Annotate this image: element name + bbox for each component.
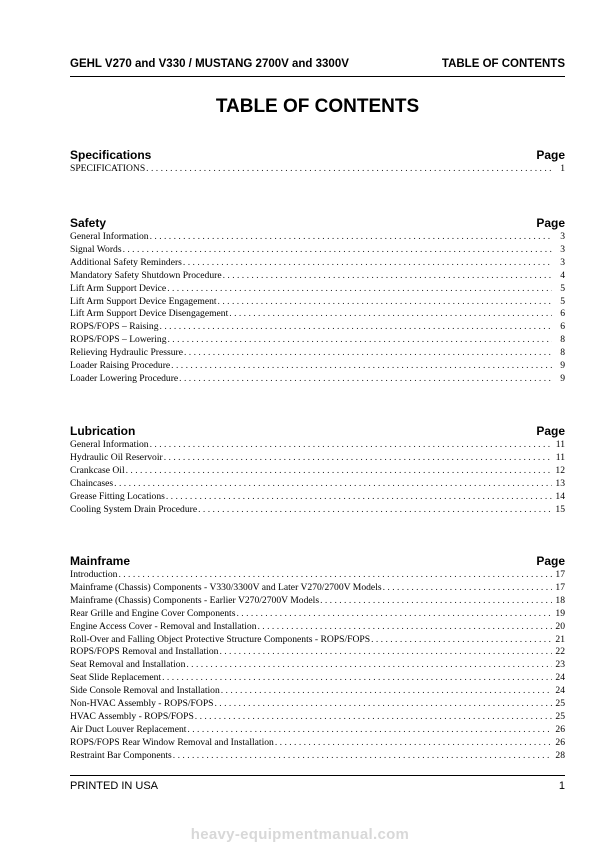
toc-entry-page: 5 xyxy=(560,282,565,294)
toc-entry[interactable] xyxy=(70,491,565,504)
toc-entry-title: General Information xyxy=(70,439,149,450)
toc-entry[interactable] xyxy=(70,672,565,685)
dot-leader xyxy=(186,659,552,672)
toc-entry[interactable] xyxy=(70,321,565,334)
header-right: TABLE OF CONTENTS xyxy=(441,58,565,70)
toc-entry[interactable] xyxy=(70,373,565,386)
section-title: Lubrication xyxy=(70,424,136,438)
toc-entry[interactable] xyxy=(70,308,565,321)
toc-entry[interactable] xyxy=(70,439,565,452)
toc-entry[interactable] xyxy=(70,452,565,465)
toc-entry-title: Chaincases xyxy=(70,477,114,489)
toc-entry-title: Non-HVAC Assembly - ROPS/FOPS xyxy=(70,698,214,710)
toc-entry-page: 3 xyxy=(560,231,565,242)
toc-entry-page: 15 xyxy=(555,503,565,515)
toc-entry-page: 26 xyxy=(555,736,565,748)
toc-entry[interactable] xyxy=(70,595,565,608)
toc-entry[interactable] xyxy=(70,231,565,244)
section-page-label: Page xyxy=(536,424,565,438)
toc-entry[interactable] xyxy=(70,347,565,360)
toc-entry[interactable] xyxy=(70,724,565,737)
toc-entry-title: Mainframe (Chassis) Components - Earlier V270/2700V Models xyxy=(70,594,320,606)
toc-entry-page: 19 xyxy=(555,607,565,619)
toc-entry-page: 3 xyxy=(560,243,565,255)
toc-entry[interactable] xyxy=(70,750,565,763)
toc-entry-title: Lift Arm Support Device Engagement xyxy=(70,295,217,307)
dot-leader xyxy=(164,452,552,465)
toc-section xyxy=(70,216,565,386)
toc-entry[interactable] xyxy=(70,646,565,659)
toc-entry[interactable] xyxy=(70,711,565,724)
section-heading xyxy=(70,554,565,568)
dot-leader xyxy=(195,711,552,724)
toc-entry-page: 9 xyxy=(560,360,565,372)
toc-entry-page: 3 xyxy=(560,256,565,268)
footer-page-number: 1 xyxy=(558,780,565,792)
dot-leader xyxy=(150,439,552,452)
dot-leader xyxy=(146,163,552,176)
dot-leader xyxy=(160,321,552,334)
page-title: TABLE OF CONTENTS xyxy=(215,96,420,117)
running-footer xyxy=(70,780,565,792)
toc-entry-title: Mainframe (Chassis) Components - V330/3300V and Later V270/2700V Models xyxy=(70,581,382,593)
toc-entry-page: 5 xyxy=(560,295,565,307)
toc-entry-page: 6 xyxy=(560,321,565,333)
toc-entry-page: 8 xyxy=(560,347,565,359)
toc-entry-title: Restraint Bar Components xyxy=(70,749,172,761)
toc-entry-title: Rear Grille and Engine Cover Components xyxy=(70,607,236,619)
toc-entry-title: Side Console Removal and Installation xyxy=(70,685,220,697)
toc-entry-page: 6 xyxy=(560,308,565,320)
dot-leader xyxy=(123,244,552,257)
toc-entry-page: 14 xyxy=(555,490,565,502)
toc-entry-title: Signal Words xyxy=(70,243,122,255)
dot-leader xyxy=(162,672,552,685)
footer-left: PRINTED IN USA xyxy=(70,780,159,792)
section-title: Specifications xyxy=(70,148,152,162)
toc-entry-title: General Information xyxy=(70,231,149,242)
toc-entry-title: Air Duct Louver Replacement xyxy=(70,723,187,735)
toc-section xyxy=(70,148,565,176)
toc-entry-page: 9 xyxy=(560,372,565,384)
toc-entry-title: Cooling System Drain Procedure xyxy=(70,503,198,515)
toc-entry[interactable] xyxy=(70,283,565,296)
toc-entry[interactable] xyxy=(70,634,565,647)
toc-entry-title: Mandatory Safety Shutdown Procedure xyxy=(70,269,222,281)
dot-leader xyxy=(184,347,552,360)
toc-entry-title: HVAC Assembly - ROPS/FOPS xyxy=(70,710,194,722)
toc-entry-title: Relieving Hydraulic Pressure xyxy=(70,347,183,359)
toc-entry-title: SPECIFICATIONS xyxy=(70,163,146,174)
toc-entry-title: ROPS/FOPS Rear Window Removal and Installation xyxy=(70,736,274,748)
toc-entry[interactable] xyxy=(70,737,565,750)
toc-entry[interactable] xyxy=(70,698,565,711)
dot-leader xyxy=(179,373,552,386)
dot-leader xyxy=(114,478,552,491)
toc-entry-page: 22 xyxy=(555,646,565,658)
dot-leader xyxy=(166,491,552,504)
toc-entry-title: Additional Safety Reminders xyxy=(70,256,182,268)
toc-entry[interactable] xyxy=(70,163,565,176)
toc-entry-page: 17 xyxy=(555,569,565,580)
toc-entry[interactable] xyxy=(70,257,565,270)
toc-entry-title: Seat Removal and Installation xyxy=(70,659,186,671)
toc-entry-page: 24 xyxy=(555,672,565,684)
toc-entry-page: 8 xyxy=(560,334,565,346)
toc-section xyxy=(70,554,565,763)
toc-entry[interactable] xyxy=(70,296,565,309)
toc-entry[interactable] xyxy=(70,659,565,672)
toc-entry-title: Introduction xyxy=(70,569,118,580)
dot-leader xyxy=(171,360,552,373)
dot-leader xyxy=(320,595,552,608)
toc-entry-page: 23 xyxy=(555,659,565,671)
toc-entry-title: Loader Lowering Procedure xyxy=(70,372,179,384)
toc-entry-title: Roll-Over and Falling Object Protective Structure Components - ROPS/FOPS xyxy=(70,633,371,645)
toc-entry-page: 4 xyxy=(560,269,565,281)
watermark: heavy-equipmentmanual.com xyxy=(190,826,410,843)
toc-entry[interactable] xyxy=(70,465,565,478)
dot-leader xyxy=(371,634,552,647)
header-left: GEHL V270 and V330 / MUSTANG 2700V and 3300V xyxy=(70,58,349,70)
toc-entry-page: 11 xyxy=(555,451,565,463)
toc-entry-title: ROPS/FOPS – Lowering xyxy=(70,334,167,346)
toc-entry-title: Loader Raising Procedure xyxy=(70,360,171,372)
toc-entry-page: 26 xyxy=(555,723,565,735)
toc-entry-page: 12 xyxy=(555,464,565,476)
toc-entry[interactable] xyxy=(70,270,565,283)
toc-entry[interactable] xyxy=(70,360,565,373)
toc-entry-page: 28 xyxy=(555,749,565,761)
section-heading xyxy=(70,424,565,438)
toc-entry-page: 25 xyxy=(555,710,565,722)
section-page-label: Page xyxy=(536,554,565,568)
toc-entry-title: Hydraulic Oil Reservoir xyxy=(70,451,163,463)
toc-entry-page: 25 xyxy=(555,698,565,710)
toc-entry-title: Lift Arm Support Device xyxy=(70,282,167,294)
toc-entry-title: ROPS/FOPS Removal and Installation xyxy=(70,646,219,658)
section-title: Safety xyxy=(70,216,107,230)
toc-entry-title: Seat Slide Replacement xyxy=(70,672,162,684)
toc-entry[interactable] xyxy=(70,504,565,517)
toc-entry-page: 17 xyxy=(555,581,565,593)
section-page-label: Page xyxy=(536,148,565,162)
dot-leader xyxy=(258,621,553,634)
toc-entry[interactable] xyxy=(70,334,565,347)
dot-leader xyxy=(215,698,553,711)
toc-section xyxy=(70,424,565,516)
toc-entry-title: Lift Arm Support Device Disengagement xyxy=(70,308,229,320)
toc-entry[interactable] xyxy=(70,621,565,634)
dot-leader xyxy=(221,685,552,698)
toc-entry-page: 13 xyxy=(555,477,565,489)
toc-entry-page: 21 xyxy=(555,633,565,645)
dot-leader xyxy=(150,231,552,244)
dot-leader xyxy=(126,465,552,478)
toc-entry[interactable] xyxy=(70,244,565,257)
toc-entry[interactable] xyxy=(70,608,565,621)
toc-entry-page: 1 xyxy=(560,163,565,174)
dot-leader xyxy=(187,724,552,737)
toc-entry[interactable] xyxy=(70,478,565,491)
dot-leader xyxy=(218,296,552,309)
footer-rule xyxy=(70,775,565,776)
running-header xyxy=(70,58,565,70)
dot-leader xyxy=(229,308,552,321)
toc-entry-title: ROPS/FOPS – Raising xyxy=(70,321,159,333)
dot-leader xyxy=(168,334,553,347)
header-rule xyxy=(70,76,565,77)
toc-entry-page: 11 xyxy=(555,439,565,450)
toc-entry-title: Engine Access Cover - Removal and Installation xyxy=(70,620,257,632)
toc-entry-page: 20 xyxy=(555,620,565,632)
toc-entry[interactable] xyxy=(70,582,565,595)
section-page-label: Page xyxy=(536,216,565,230)
dot-leader xyxy=(236,608,552,621)
dot-leader xyxy=(219,646,552,659)
dot-leader xyxy=(183,257,552,270)
section-heading xyxy=(70,148,565,162)
toc-entry-page: 24 xyxy=(555,685,565,697)
dot-leader xyxy=(173,750,552,763)
toc-entry[interactable] xyxy=(70,569,565,582)
dot-leader xyxy=(167,283,552,296)
toc-entry-title: Crankcase Oil xyxy=(70,464,125,476)
dot-leader xyxy=(383,582,552,595)
dot-leader xyxy=(198,504,552,517)
dot-leader xyxy=(223,270,552,283)
section-heading xyxy=(70,216,565,230)
section-title: Mainframe xyxy=(70,554,131,568)
dot-leader xyxy=(118,569,552,582)
toc-entry-title: Grease Fitting Locations xyxy=(70,490,165,502)
toc-entry[interactable] xyxy=(70,685,565,698)
toc-entry-page: 18 xyxy=(555,594,565,606)
dot-leader xyxy=(275,737,552,750)
